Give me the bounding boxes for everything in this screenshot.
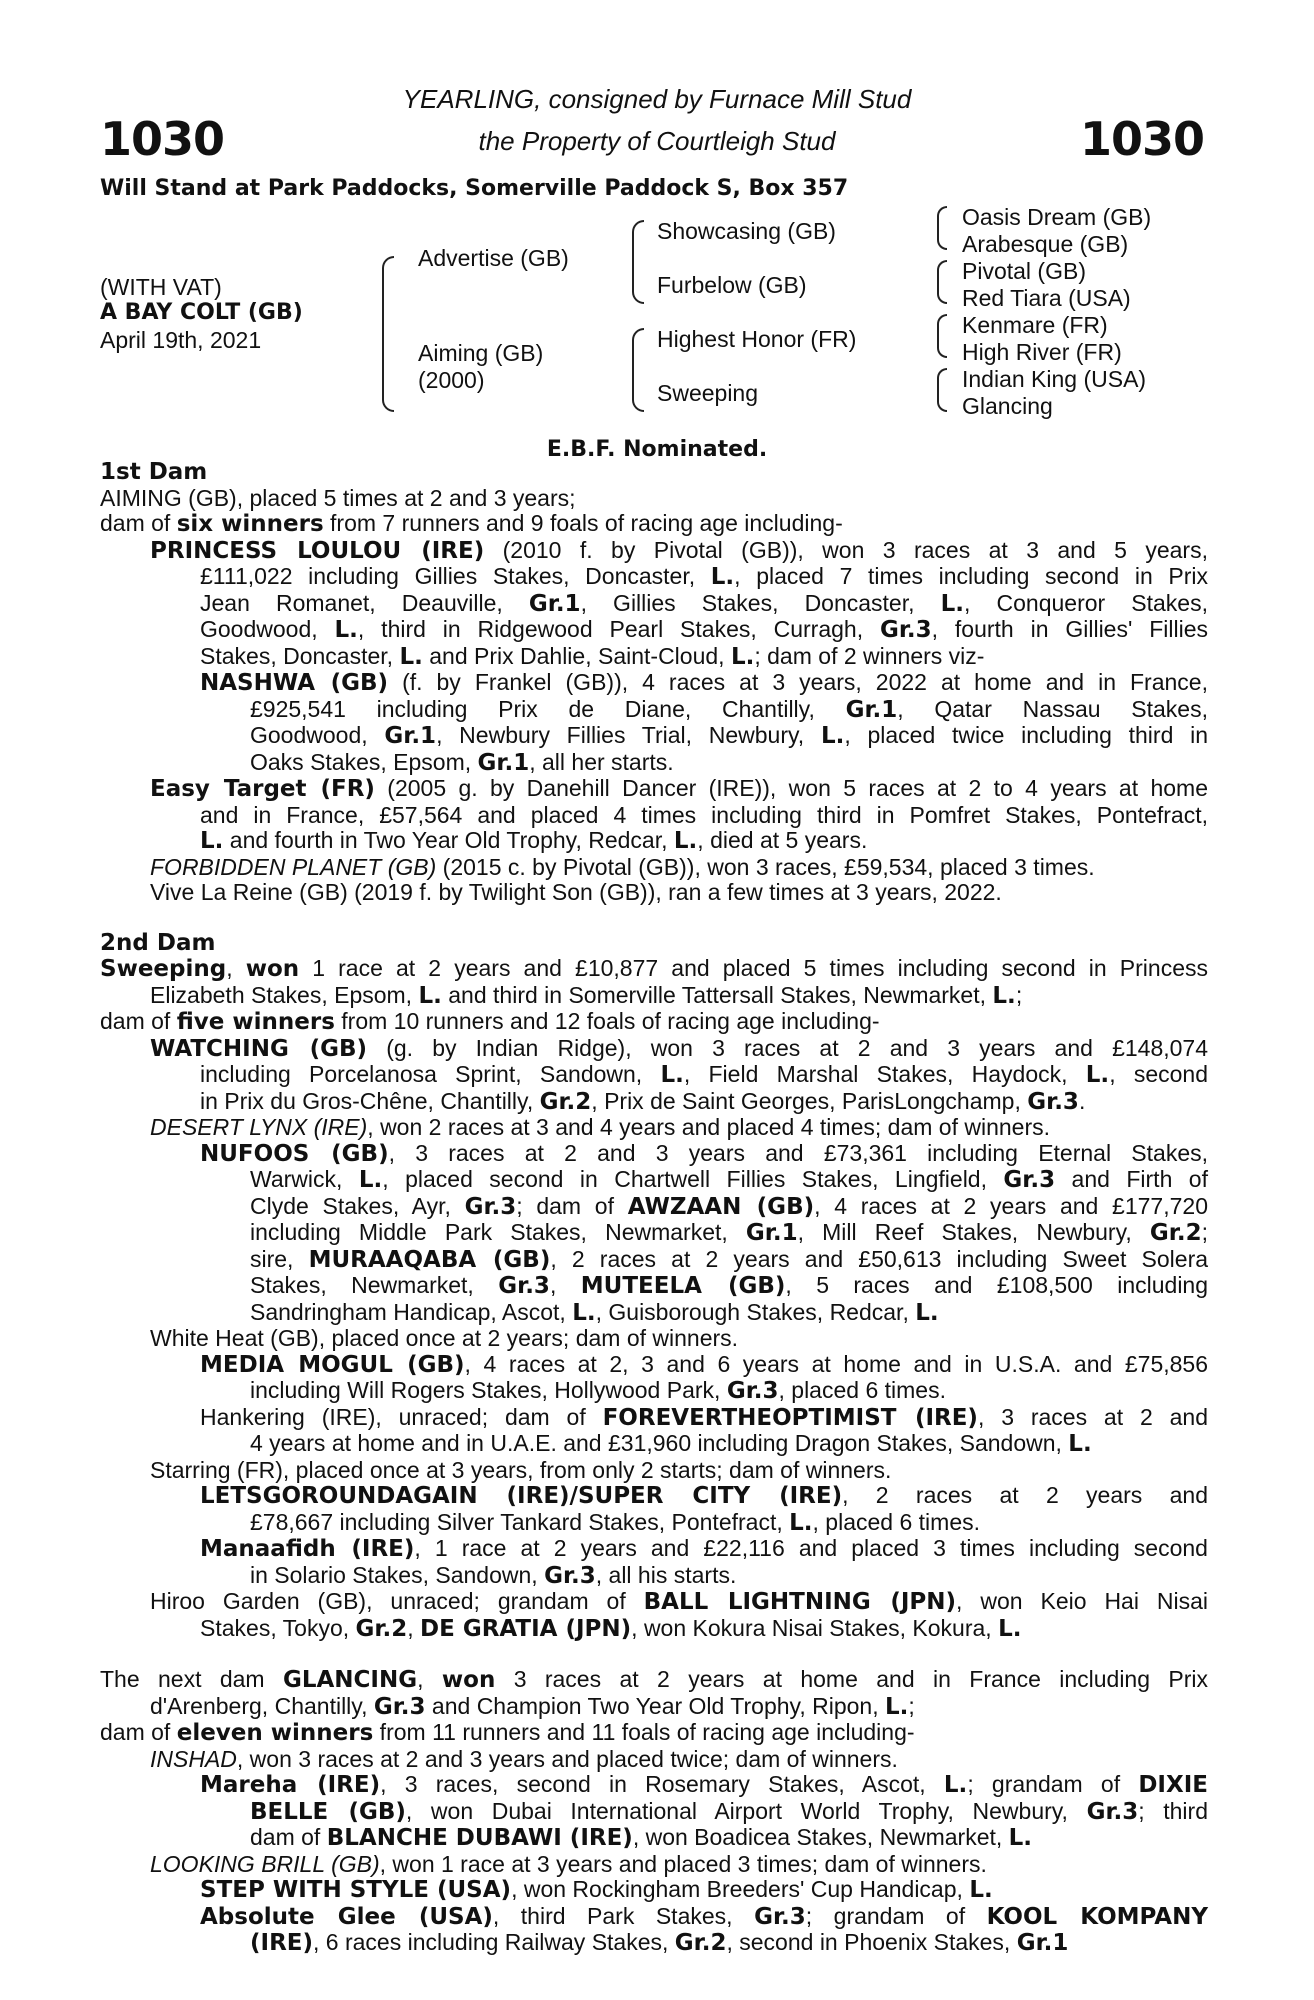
catalogue-line: Sweeping, won 1 race at 2 years and £10,877 and placed 5 times including second in Princess bbox=[100, 955, 1208, 982]
dam-dam: Sweeping bbox=[657, 380, 759, 406]
brace-g4-1 bbox=[937, 206, 947, 250]
ancestor-g4-1: Oasis Dream (GB) bbox=[962, 204, 1152, 230]
dam-sire: Highest Honor (FR) bbox=[657, 326, 857, 352]
ancestor-g4-6: High River (FR) bbox=[962, 339, 1122, 365]
catalogue-line: dam of eleven winners from 11 runners and 11 foals of racing age including- bbox=[100, 1719, 915, 1746]
ancestor-g4-8: Glancing bbox=[962, 393, 1053, 419]
catalogue-line: Vive La Reine (GB) (2019 f. by Twilight Son (GB)), ran a few times at 3 years, 2022. bbox=[150, 879, 1002, 905]
catalogue-line: AIMING (GB), placed 5 times at 2 and 3 years; bbox=[100, 484, 576, 511]
ancestor-g4-5: Kenmare (FR) bbox=[962, 312, 1108, 338]
catalogue-line: dam of six winners from 7 runners and 9 foals of racing age including- bbox=[100, 510, 843, 537]
brace-sire bbox=[632, 220, 644, 304]
ebf-nominated: E.B.F. Nominated. bbox=[546, 437, 768, 462]
catalogue-line: STEP WITH STYLE (USA), won Rockingham Breeders' Cup Handicap, L. bbox=[200, 1876, 993, 1903]
ancestor-g4-4: Red Tiara (USA) bbox=[962, 285, 1131, 311]
catalogue-line: Jean Romanet, Deauville, Gr.1, Gillies Stakes, Doncaster, L., Conqueror Stakes, bbox=[200, 589, 1208, 617]
catalogue-line: Absolute Glee (USA), third Park Stakes, Gr.3; grandam of KOOL KOMPANY bbox=[200, 1902, 1208, 1930]
catalogue-line: Manaafidh (IRE), 1 race at 2 years and £22,116 and placed 3 times including second bbox=[200, 1535, 1208, 1562]
catalogue-line: Clyde Stakes, Ayr, Gr.3; dam of AWZAAN (GB), 4 races at 2 years and £177,720 bbox=[250, 1192, 1208, 1220]
horse-name: A BAY COLT (GB) bbox=[100, 300, 303, 325]
catalogue-line: (IRE), 6 races including Railway Stakes, Gr.2, second in Phoenix Stakes, Gr.1 bbox=[250, 1929, 1069, 1956]
ancestor-g4-2: Arabesque (GB) bbox=[962, 231, 1129, 257]
catalogue-line: Mareha (IRE), 3 races, second in Rosemary Stakes, Ascot, L.; grandam of DIXIE bbox=[200, 1771, 1208, 1798]
horse-dob: April 19th, 2021 bbox=[100, 327, 262, 353]
catalogue-line: Stakes, Tokyo, Gr.2, DE GRATIA (JPN), won Kokura Nisai Stakes, Kokura, L. bbox=[200, 1614, 1022, 1642]
ancestor-g4-7: Indian King (USA) bbox=[962, 366, 1147, 392]
catalogue-line: Starring (FR), placed once at 3 years, from only 2 starts; dam of winners. bbox=[150, 1456, 892, 1483]
catalogue-line: NASHWA (GB) (f. by Frankel (GB)), 4 races at 3 years, 2022 at home and in France, bbox=[200, 669, 1208, 696]
catalogue-line: FORBIDDEN PLANET (GB) (2015 c. by Pivotal (GB)), won 3 races, £59,534, placed 3 times. bbox=[150, 853, 1095, 880]
catalogue-line: L. and fourth in Two Year Old Trophy, Redcar, L., died at 5 years. bbox=[200, 827, 868, 854]
catalogue-line: and in France, £57,564 and placed 4 times including third in Pomfret Stakes, Pontefract, bbox=[200, 801, 1208, 828]
dam-year: (2000) bbox=[418, 367, 485, 393]
consignor-line-2: the Property of Courtleigh Stud bbox=[478, 126, 836, 156]
ancestor-g4-3: Pivotal (GB) bbox=[962, 258, 1086, 284]
brace-gen1 bbox=[382, 256, 394, 412]
sire-name: Advertise (GB) bbox=[418, 245, 569, 271]
catalogue-line: sire, MURAAQABA (GB), 2 races at 2 years and £50,613 including Sweet Solera bbox=[250, 1245, 1209, 1273]
catalogue-line: Goodwood, L., third in Ridgewood Pearl Stakes, Curragh, Gr.3, fourth in Gillies' Fillies bbox=[200, 616, 1209, 643]
catalogue-line: BELLE (GB), won Dubai International Airport World Trophy, Newbury, Gr.3; third bbox=[250, 1797, 1208, 1825]
stabling-info: Will Stand at Park Paddocks, Somerville Paddock S, Box 357 bbox=[100, 176, 849, 201]
catalogue-line: Warwick, L., placed second in Chartwell Fillies Stakes, Lingfield, Gr.3 and Firth of bbox=[250, 1166, 1208, 1193]
catalogue-line: d'Arenberg, Chantilly, Gr.3 and Champion Two Year Old Trophy, Ripon, L.; bbox=[150, 1692, 915, 1720]
catalogue-line: Sandringham Handicap, Ascot, L., Guisborough Stakes, Redcar, L. bbox=[250, 1298, 939, 1326]
catalogue-line: Oaks Stakes, Epsom, Gr.1, all her starts. bbox=[250, 748, 674, 776]
brace-g4-2 bbox=[937, 260, 947, 304]
catalogue-line: 4 years at home and in U.A.E. and £31,960 including Dragon Stakes, Sandown, L. bbox=[250, 1430, 1092, 1457]
brace-g4-3 bbox=[937, 314, 947, 358]
catalogue-line: Hankering (IRE), unraced; dam of FOREVERTHEOPTIMIST (IRE), 3 races at 2 and bbox=[200, 1403, 1208, 1431]
catalogue-line: £111,022 including Gillies Stakes, Doncaster, L., placed 7 times including second in Prix bbox=[200, 563, 1208, 590]
section-gap bbox=[100, 1642, 1208, 1667]
catalogue-line: including Porcelanosa Sprint, Sandown, L., Field Marshal Stakes, Haydock, L., second bbox=[200, 1061, 1209, 1088]
catalogue-line: Elizabeth Stakes, Epsom, L. and third in Somerville Tattersall Stakes, Newmarket, L.; bbox=[150, 981, 1023, 1009]
brace-g4-4 bbox=[937, 368, 947, 412]
catalogue-line: LOOKING BRILL (GB), won 1 race at 3 years and placed 3 times; dam of winners. bbox=[150, 1850, 987, 1877]
catalogue-line: WATCHING (GB) (g. by Indian Ridge), won 3 races at 2 and 3 years and £148,074 bbox=[150, 1034, 1208, 1062]
catalogue-line: NUFOOS (GB), 3 races at 2 and 3 years and £73,361 including Eternal Stakes, bbox=[200, 1139, 1208, 1167]
catalogue-body bbox=[100, 460, 1208, 1957]
catalogue-line: Goodwood, Gr.1, Newbury Fillies Trial, Newbury, L., placed twice including third in bbox=[250, 722, 1209, 749]
sire-dam: Furbelow (GB) bbox=[657, 272, 807, 298]
brace-dam bbox=[632, 328, 644, 412]
catalogue-line: Hiroo Garden (GB), unraced; grandam of BALL LIGHTNING (JPN), won Keio Hai Nisai bbox=[150, 1588, 1209, 1615]
catalogue-line: Stakes, Doncaster, L. and Prix Dahlie, Saint-Cloud, L.; dam of 2 winners viz- bbox=[200, 642, 985, 670]
catalogue-line: LETSGOROUNDAGAIN (IRE)/SUPER CITY (IRE), 2 races at 2 years and bbox=[200, 1482, 1208, 1509]
catalogue-line: Easy Target (FR) (2005 g. by Danehill Dancer (IRE)), won 5 races at 2 to 4 years at home bbox=[150, 775, 1208, 802]
catalogue-line: White Heat (GB), placed once at 2 years; dam of winners. bbox=[150, 1325, 739, 1351]
catalogue-line: Stakes, Newmarket, Gr.3, MUTEELA (GB), 5 races and £108,500 including bbox=[250, 1272, 1209, 1299]
catalogue-line: in Solario Stakes, Sandown, Gr.3, all his starts. bbox=[250, 1561, 737, 1589]
dam-name: Aiming (GB) bbox=[418, 340, 544, 366]
vat-note: (WITH VAT) bbox=[100, 274, 222, 300]
section-heading: 2nd Dam bbox=[100, 929, 216, 956]
catalogue-line: including Will Rogers Stakes, Hollywood Park, Gr.3, placed 6 times. bbox=[250, 1377, 946, 1404]
catalogue-line: dam of five winners from 10 runners and 12 foals of racing age including- bbox=[100, 1008, 880, 1035]
catalogue-line: PRINCESS LOULOU (IRE) (2010 f. by Pivotal (GB)), won 3 races at 3 and 5 years, bbox=[150, 536, 1208, 564]
consignor-line-1: YEARLING, consigned by Furnace Mill Stud bbox=[402, 84, 912, 114]
catalogue-line: INSHAD, won 3 races at 2 and 3 years and placed twice; dam of winners. bbox=[150, 1745, 898, 1772]
catalogue-line: in Prix du Gros-Chêne, Chantilly, Gr.2, Prix de Saint Georges, ParisLongchamp, Gr.3. bbox=[200, 1087, 1086, 1115]
catalogue-line: MEDIA MOGUL (GB), 4 races at 2, 3 and 6 years at home and in U.S.A. and £75,856 bbox=[200, 1350, 1208, 1378]
section-gap bbox=[100, 906, 1208, 931]
lot-number-left: 1030 bbox=[100, 112, 225, 166]
catalogue-line: £78,667 including Silver Tankard Stakes, Pontefract, L., placed 6 times. bbox=[250, 1508, 980, 1536]
catalogue-line: dam of BLANCHE DUBAWI (IRE), won Boadicea Stakes, Newmarket, L. bbox=[250, 1824, 1033, 1851]
section-heading: 1st Dam bbox=[100, 459, 208, 485]
catalogue-line: The next dam GLANCING, won 3 races at 2 years at home and in France including Prix bbox=[100, 1666, 1208, 1693]
lot-number-right: 1030 bbox=[1079, 112, 1204, 166]
sire-sire: Showcasing (GB) bbox=[657, 218, 836, 244]
catalogue-line: including Middle Park Stakes, Newmarket, Gr.1, Mill Reef Stakes, Newbury, Gr.2; bbox=[250, 1219, 1208, 1246]
catalogue-line: £925,541 including Prix de Diane, Chantilly, Gr.1, Qatar Nassau Stakes, bbox=[250, 695, 1208, 723]
catalogue-line: DESERT LYNX (IRE), won 2 races at 3 and 4 years and placed 4 times; dam of winners. bbox=[150, 1114, 1050, 1140]
